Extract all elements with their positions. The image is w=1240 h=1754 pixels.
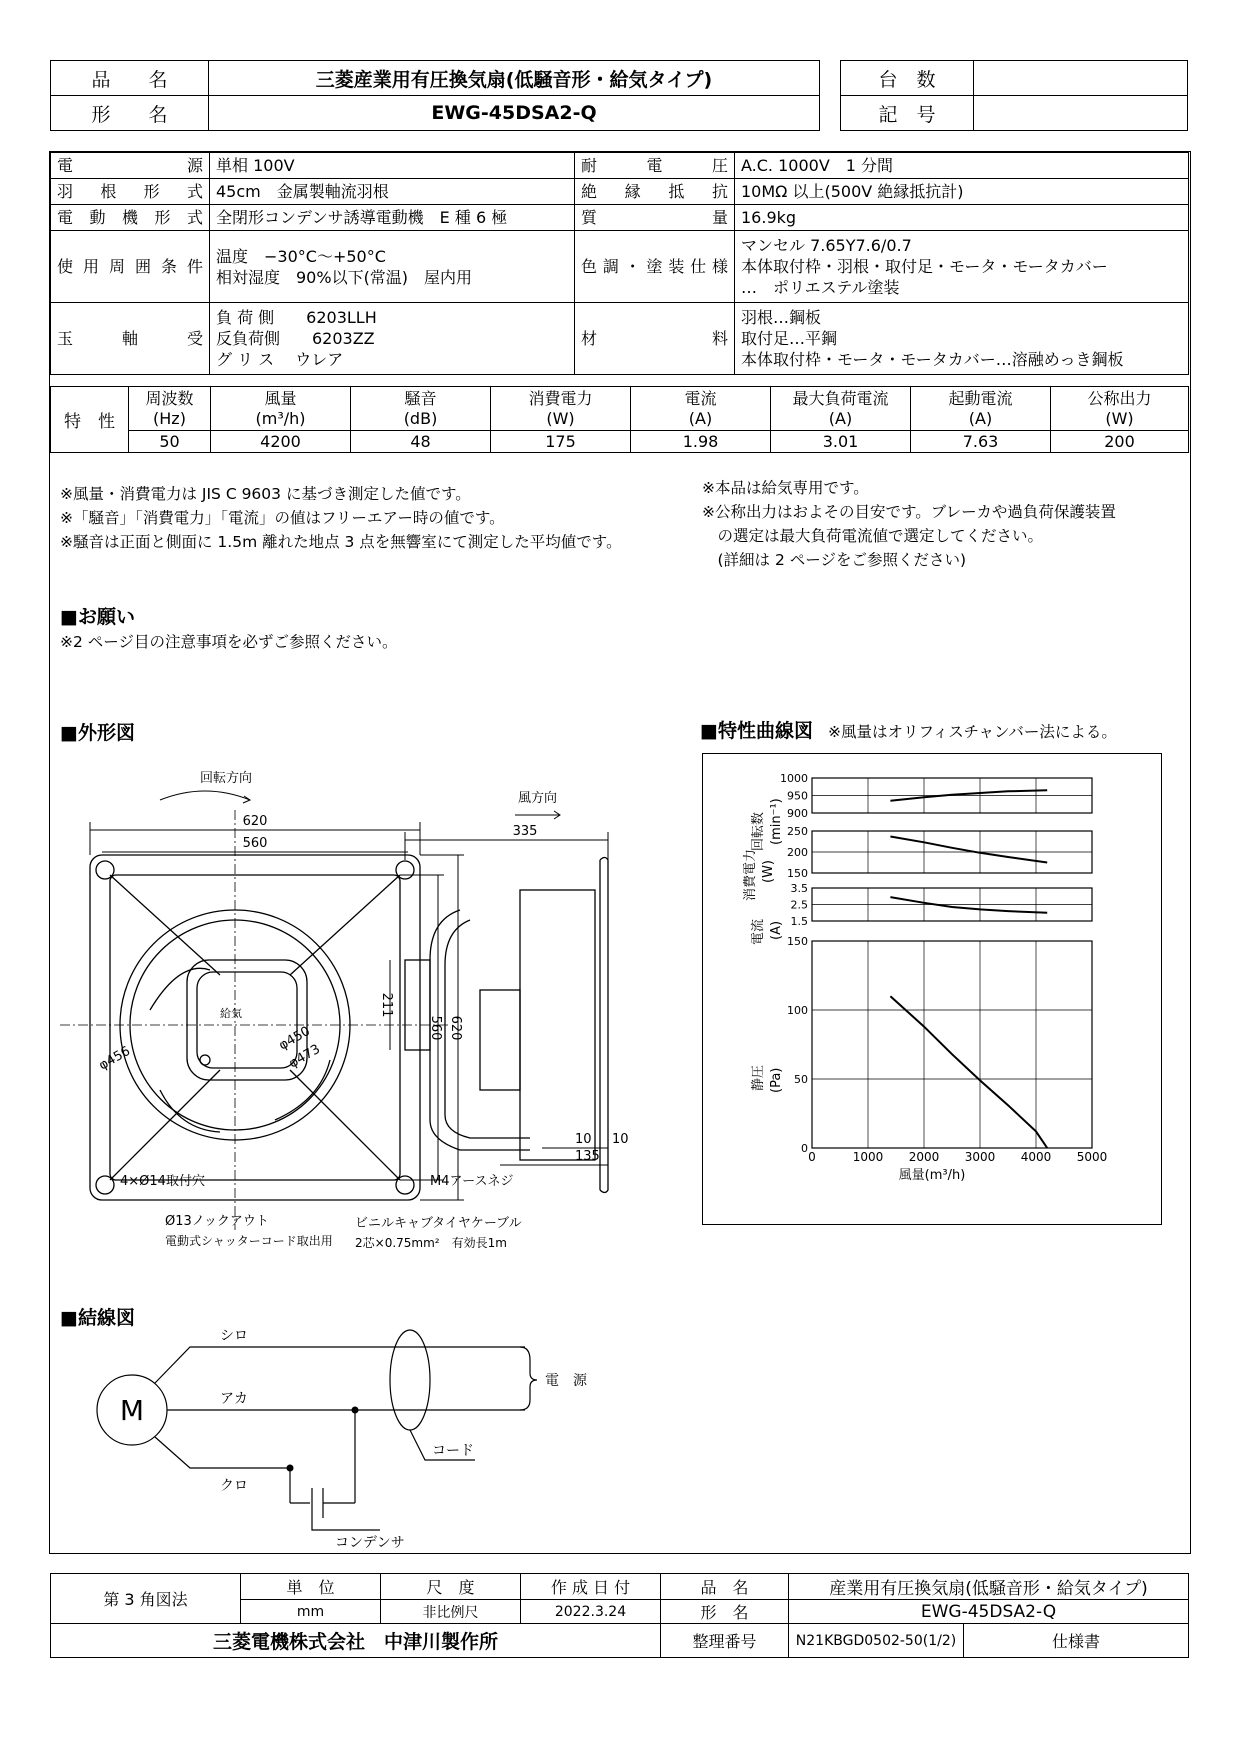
notes-left (60, 482, 680, 554)
power-value: 単相 100V (210, 153, 575, 179)
footer-product-value: 産業用有圧換気扇(低騒音形・給気タイプ) (789, 1574, 1189, 1600)
char-name: 周波数 (145, 388, 194, 408)
header-table (50, 60, 820, 131)
footer-model-label: 形 名 (661, 1600, 789, 1624)
power-label: 消費電力 (743, 848, 758, 901)
footer-product-label: 品 名 (661, 1574, 789, 1600)
sign-value (974, 96, 1188, 131)
sign-label: 記 号 (841, 96, 974, 131)
product-label: 品 名 (51, 61, 209, 96)
blade-label: 羽根形式 (51, 179, 210, 205)
chart-y-tick: 100 (787, 1004, 808, 1017)
char-value-max-current: 3.01 (771, 431, 911, 453)
insulation-label: 絶縁抵抗 (575, 179, 735, 205)
ref-label: 整理番号 (661, 1624, 789, 1658)
wire-red: アカ (220, 1391, 248, 1407)
characteristics-table (50, 386, 1189, 453)
power-unit: (W) (761, 860, 776, 883)
ref-value: N21KBGD0502-50(1/2) (789, 1624, 964, 1658)
dim-135: 135 (575, 1149, 600, 1164)
withstand-value: A.C. 1000V 1 分間 (735, 153, 1189, 179)
request-text: ※2 ページ目の注意事項を必ずご参照ください。 (60, 633, 398, 651)
char-name: 電流 (684, 388, 717, 408)
center-label: 給気 (220, 1007, 242, 1020)
pressure-label: 静圧 (751, 1064, 766, 1091)
char-unit: (A) (968, 408, 993, 428)
chart-series-line (890, 996, 1047, 1148)
char-unit: (dB) (403, 408, 438, 428)
chart-y-tick: 150 (787, 935, 808, 948)
chart-y-tick: 1000 (780, 772, 808, 785)
cable-label: ビニルキャブタイヤケーブル (355, 1216, 522, 1231)
qty-value (974, 61, 1188, 96)
char-name: 最大負荷電流 (792, 388, 889, 408)
char-header-power (491, 387, 631, 431)
footer-model-value: EWG-45DSA2-Q (789, 1600, 1189, 1624)
char-value-freq: 50 (129, 431, 211, 453)
current-label: 電流 (751, 918, 766, 945)
chart-y-tick: 900 (787, 807, 808, 820)
curves-note: ※風量はオリフィスチャンバー法による。 (828, 723, 1117, 741)
note-line: (詳細は 2 ページをご参照ください) (702, 551, 967, 569)
date-label: 作 成 日 付 (521, 1574, 661, 1600)
dim-620: 620 (242, 814, 268, 829)
material-value (735, 303, 1189, 375)
power-source-label: 電 源 (545, 1373, 587, 1389)
char-name: 風量 (264, 388, 297, 408)
dim-phi450: φ450 (276, 1023, 313, 1054)
chart-y-tick: 3.5 (790, 882, 808, 895)
bearing-line1: 負 荷 側 6203LLH (216, 308, 377, 327)
chart-x-tick: 4000 (1020, 1150, 1052, 1164)
qty-table (840, 60, 1188, 131)
knockout-sub: 電動式シャッターコード取出用 (165, 1234, 333, 1248)
outline-drawing (60, 760, 660, 1290)
wiring-title: ■結線図 (60, 1307, 135, 1329)
color-value (735, 231, 1189, 303)
motor-symbol: M (119, 1394, 145, 1427)
chart-y-tick: 1.5 (790, 915, 808, 928)
bearing-value (210, 303, 575, 375)
model-label: 形 名 (51, 96, 209, 131)
scale-label: 尺 度 (381, 1574, 521, 1600)
holes-label: 4×Ø14取付穴 (120, 1174, 205, 1189)
chart-series-line (890, 897, 1047, 913)
note-line: ※公称出力はおよその目安です。ブレーカや過負荷保護装置 (702, 503, 1116, 521)
dim-10a: 10 (575, 1132, 592, 1147)
qty-label: 台 数 (841, 61, 974, 96)
model-value: EWG-45DSA2-Q (209, 96, 820, 131)
material-line1: 羽根…鋼板 (741, 308, 822, 327)
curves-chart (702, 753, 1162, 1225)
char-name: 消費電力 (528, 388, 593, 408)
footer-table (50, 1573, 1189, 1658)
env-line2: 相対湿度 90%以下(常温) 屋内用 (216, 267, 473, 287)
chart-y-tick: 2.5 (790, 898, 808, 912)
chart-y-tick: 0 (801, 1142, 808, 1155)
color-line2: 本体取付枠・羽根・取付足・モータ・モータカバー (741, 257, 1108, 276)
insulation-value: 10MΩ 以上(500V 絶縁抵抗計) (735, 179, 1189, 205)
dim-v211: 211 (379, 992, 394, 1018)
unit-value: mm (241, 1600, 381, 1624)
dim-335: 335 (512, 824, 538, 839)
char-unit: (W) (1105, 408, 1134, 428)
motor-label: 電動機形式 (51, 205, 210, 231)
date-value: 2022.3.24 (521, 1600, 661, 1624)
wiring-diagram (80, 1325, 640, 1550)
dim-10b: 10 (612, 1132, 629, 1147)
chart-y-tick: 200 (787, 846, 808, 859)
blade-value: 45cm 金属製軸流羽根 (210, 179, 575, 205)
char-value-noise: 48 (351, 431, 491, 453)
char-header-current (631, 387, 771, 431)
env-label: 使用周囲条件 (51, 231, 210, 303)
note-line: ※本品は給気専用です。 (702, 479, 869, 497)
cord-label: コード (432, 1443, 474, 1459)
chart-x-tick: 0 (808, 1150, 816, 1164)
char-value-current: 1.98 (631, 431, 771, 453)
char-header-freq (129, 387, 211, 431)
bearing-line3: グ リ ス ウレア (216, 350, 344, 369)
char-value-power: 175 (491, 431, 631, 453)
knockout-label: Ø13ノックアウト (165, 1214, 269, 1229)
char-header-airflow (211, 387, 351, 431)
wire-black: クロ (220, 1478, 248, 1494)
unit-label: 単 位 (241, 1574, 381, 1600)
char-name: 起動電流 (948, 388, 1013, 408)
capacitor-label: コンデンサ (335, 1535, 405, 1550)
note-line: ※騒音は正面と側面に 1.5m 離れた地点 3 点を無響室にて測定した平均値です。 (60, 533, 622, 551)
bearing-label: 玉軸受 (51, 303, 210, 375)
color-line3: … ポリエステル塗装 (741, 278, 900, 297)
spec-table (50, 152, 1189, 375)
company-name: 三菱電機株式会社 中津川製作所 (51, 1624, 661, 1658)
char-header-output (1051, 387, 1189, 431)
char-header-max-current (771, 387, 911, 431)
dim-phi456: φ456 (96, 1043, 133, 1074)
outline-title: ■外形図 (60, 722, 135, 744)
char-name: 騒音 (404, 388, 437, 408)
char-unit: (Hz) (153, 408, 186, 428)
rpm-unit: (min⁻¹) (769, 798, 784, 845)
char-unit: (m³/h) (255, 408, 306, 428)
doc-type: 仕様書 (964, 1624, 1189, 1658)
note-line: ※風量・消費電力は JIS C 9603 に基づき測定した値です。 (60, 485, 471, 503)
mass-value: 16.9kg (735, 205, 1189, 231)
request-title: ■お願い (60, 606, 135, 628)
char-header-start-current (911, 387, 1051, 431)
x-axis-label: 風量(m³/h) (898, 1168, 966, 1183)
note-line: の選定は最大負荷電流値で選定してください。 (702, 527, 1044, 545)
power-label: 電源 (51, 153, 210, 179)
material-label: 材料 (575, 303, 735, 375)
scale-value: 非比例尺 (381, 1600, 521, 1624)
chart-panel-frame (812, 941, 1092, 1148)
airflow-label: 風方向 (518, 791, 558, 806)
chart-y-tick: 250 (787, 825, 808, 838)
char-unit: (W) (546, 408, 575, 428)
rotation-label: 回転方向 (200, 771, 253, 786)
chart-x-tick: 1000 (852, 1150, 884, 1164)
dim-v620: 620 (448, 1015, 463, 1041)
notes-right (702, 476, 1192, 572)
dim-phi473: φ473 (286, 1041, 323, 1072)
mass-label: 質量 (575, 205, 735, 231)
curves-heading (700, 716, 1117, 743)
char-header-noise (351, 387, 491, 431)
pressure-unit: (Pa) (769, 1067, 784, 1093)
chart-x-tick: 3000 (964, 1150, 996, 1164)
env-value (210, 231, 575, 303)
chart-y-tick: 950 (787, 789, 808, 803)
color-line1: マンセル 7.65Y7.6/0.7 (741, 236, 912, 255)
wire-white: シロ (220, 1328, 248, 1344)
bearing-line2: 反負荷側 6203ZZ (216, 329, 375, 348)
env-line1: 温度 −30°C〜+50°C (216, 246, 386, 266)
char-value-start-current: 7.63 (911, 431, 1051, 453)
projection: 第 3 角図法 (51, 1574, 241, 1624)
char-unit: (A) (828, 408, 853, 428)
char-value-airflow: 4200 (211, 431, 351, 453)
product-value: 三菱産業用有圧換気扇(低騒音形・給気タイプ) (209, 61, 820, 96)
material-line3: 本体取付枠・モータ・モータカバー…溶融めっき鋼板 (741, 350, 1124, 369)
chart-series-line (890, 837, 1047, 863)
chart-y-tick: 50 (794, 1073, 808, 1086)
note-line: ※「騒音」「消費電力」「電流」の値はフリーエアー時の値です。 (60, 509, 505, 527)
earth-label: M4アースネジ (430, 1174, 514, 1189)
current-unit: (A) (769, 920, 784, 940)
char-value-output: 200 (1051, 431, 1189, 453)
curves-title: ■特性曲線図 (700, 720, 813, 742)
chart-y-tick: 150 (787, 867, 808, 880)
chart-x-tick: 5000 (1076, 1150, 1108, 1164)
material-line2: 取付足…平鋼 (741, 329, 838, 348)
motor-value: 全閉形コンデンサ誘導電動機 E 種 6 極 (210, 205, 575, 231)
char-label: 特 性 (51, 387, 129, 453)
char-name: 公称出力 (1087, 388, 1152, 408)
withstand-label: 耐電圧 (575, 153, 735, 179)
dim-v560: 560 (428, 1015, 443, 1041)
rpm-label: 回転数 (751, 811, 766, 851)
cable-sub: 2芯×0.75mm² 有効長1m (355, 1236, 507, 1250)
char-unit: (A) (688, 408, 713, 428)
dim-560: 560 (242, 836, 268, 851)
color-label: 色調・塗装仕様 (575, 231, 735, 303)
chart-x-tick: 2000 (908, 1150, 940, 1164)
